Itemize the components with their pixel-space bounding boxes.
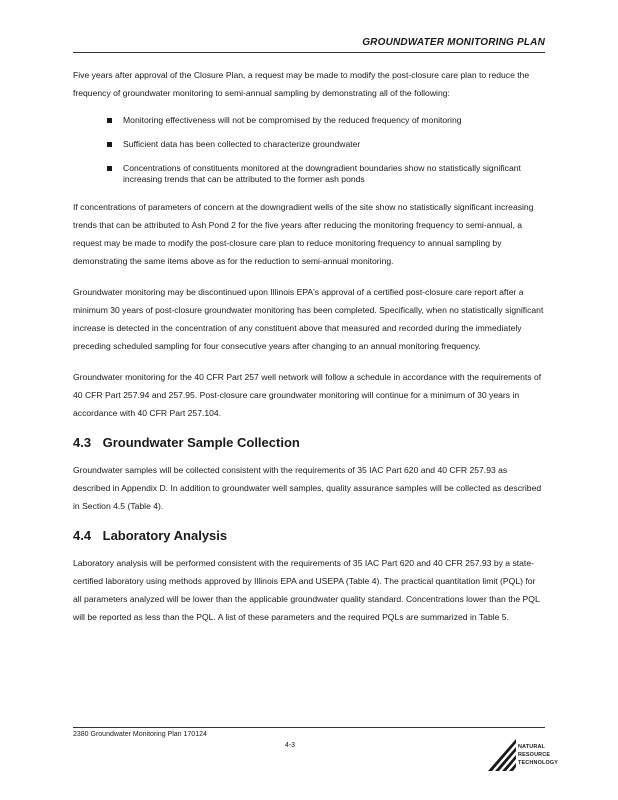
- page-number: 4-3: [284, 742, 296, 749]
- bullet-list: [73, 115, 545, 185]
- square-bullet-icon: [107, 166, 112, 171]
- square-bullet-icon: [107, 118, 112, 123]
- paragraph-sample-collection: Groundwater samples will be collected consistent with the requirements of 35 IAC Part 620 and 40 CFR 257.93 as described in Appendix D. In addition to groundwater well samples, quality assurance samples will be collected as described in Section 4.5 (Table 4).: [73, 465, 542, 511]
- logo-line: TECHNOLOGY: [518, 760, 559, 766]
- paragraph-part257: Groundwater monitoring for the 40 CFR Part 257 well network will follow a schedule in accordance with the requirements of 40 CFR Part 257.94 and 257.95. Post-closure care groundwater monitoring will continue for a minimum of 30 years in accordance with 40 CFR Part 257.104.: [73, 372, 542, 418]
- company-logo: [486, 733, 566, 773]
- section-heading-4-3: [73, 435, 545, 451]
- paragraph-discontinue: Groundwater monitoring may be discontinued upon Illinois EPA's approval of a certified post-closure care report after a minimum 30 years of post-closure groundwater monitoring has been completed. Specifically, when no statistically significant increase is detected in the concentration of any constituent above that measured and recorded during the immediately preceding scheduled sampling for four consecutive years after changing to an annual monitoring frequency.: [73, 287, 544, 351]
- running-header-title: GROUNDWATER MONITORING PLAN: [362, 37, 545, 48]
- paragraph-intro: Five years after approval of the Closure Plan, a request may be made to modify the post-closure care plan to reduce the frequency of groundwater monitoring to semi-annual sampling by demonstrating all of the following:: [73, 70, 530, 98]
- bullet-text: Sufficient data has been collected to characterize groundwater: [123, 139, 361, 149]
- footer-doc-label: 2380 Groundwater Monitoring Plan 170124: [73, 731, 207, 738]
- bullet-item: [73, 115, 545, 126]
- bullet-item: [73, 163, 545, 185]
- section-title: Laboratory Analysis: [102, 528, 228, 543]
- logo-stripes-icon: [486, 733, 518, 773]
- section-number: 4.4: [73, 528, 92, 543]
- logo-wordmark: [518, 743, 558, 767]
- logo-line: RESOURCE: [518, 752, 551, 758]
- section-number: 4.3: [73, 435, 92, 450]
- section-title: Groundwater Sample Collection: [102, 435, 300, 450]
- header-rule: [73, 52, 545, 53]
- logo-line: NATURAL: [518, 744, 546, 750]
- footer-rule: [73, 727, 545, 728]
- section-heading-4-4: [73, 528, 545, 544]
- page-body: [73, 66, 545, 639]
- paragraph-lab-analysis: Laboratory analysis will be performed consistent with the requirements of 35 IAC Part 620 and 40 CFR 257.93 by a state-certified laboratory using methods approved by Illinois EPA and USEPA (Table 4). The practical quantitation limit (PQL) for all parameters analyzed will be lower than the applicable groundwater quality standard. Concentrations lower than the PQL will be reported as less than the PQL. A list of these parameters and the required PQLs are summarized in Table 5.: [73, 558, 540, 622]
- bullet-item: [73, 139, 545, 150]
- bullet-text: Monitoring effectiveness will not be compromised by the reduced frequency of monitoring: [123, 115, 462, 125]
- paragraph-annual-reduction: If concentrations of parameters of concern at the downgradient wells of the site show no statistically significant increasing trends that can be attributed to Ash Pond 2 for the five years after reducing the monitoring frequency to semi-annual, a request may be made to modify the post-closure care plan to reduce monitoring frequency to annual sampling by demonstrating the same items above as for the reduction to semi-annual monitoring.: [73, 202, 534, 266]
- square-bullet-icon: [107, 142, 112, 147]
- bullet-text: Concentrations of constituents monitored at the downgradient boundaries show no statistically significant increasing trends that can be attributed to the former ash ponds: [123, 163, 521, 184]
